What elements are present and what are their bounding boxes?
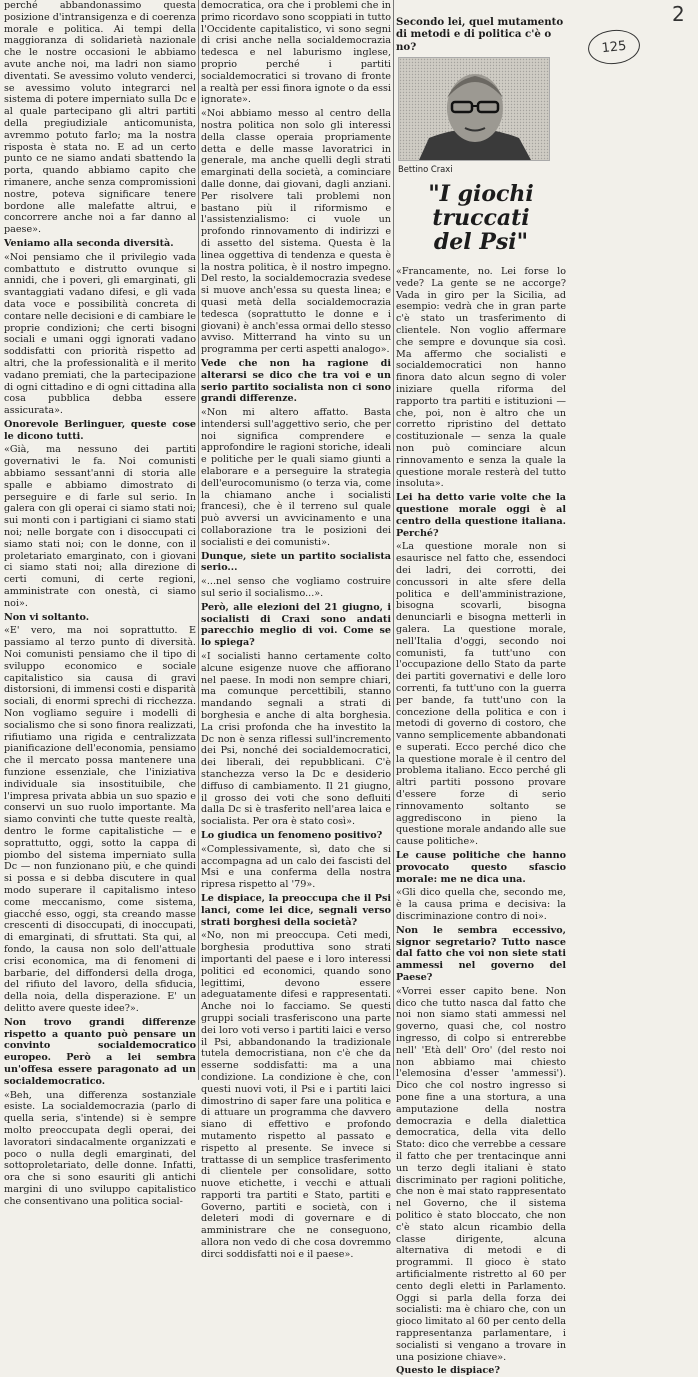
question-paragraph: Le cause politiche che hanno provocato questo sfascio morale: me ne dica una.: [396, 850, 566, 885]
question-paragraph: Onorevole Berlinguer, queste cose le dicono tutti.: [4, 418, 196, 442]
circled-page-number: [586, 27, 641, 66]
answer-paragraph: «Noi pensiamo che il privilegio vada combattuto e distrutto ovunque si annidi, che i poveri, gli emarginati, gli svantaggiati vadano difesi, e gli vada data voce e possibilità concreta di contare nelle decisioni e di cambiare le proprie condizioni; che certi bisogni sociali e umani oggi ignorati vadano soddisfatti con priorità rispetto ad altri, che la professionalità e il merito vadano premiati, che la partecipazione di ogni cittadino e di ogni cittadina alla cosa pubblica debba essere assicurata».: [4, 251, 196, 417]
answer-paragraph: «Francamente, no. Lei forse lo vede? La gente se ne accorge? Vada in giro per la Sicilia, ad esempio: vedrà che in gran parte c'è stato un trasferimento di clientele. Non voglio affermare che sempre e dovunque sia così. Ma affermo che socialisti e socialdemocratici non hanno finora dato alcun segno di voler iniziare quella riforma del rapporto tra partiti e istituzioni — che, poi, non è altro che un corretto ripristino del dettato costituzionale — senza la quale non può cominciare alcun rinnovamento e senza la quale la questione morale resterà del tutto insoluta».: [396, 266, 566, 490]
column-rule: [393, 0, 394, 1080]
question-paragraph: Secondo lei, quel mutamento di metodi e di politica c'è o no?: [396, 16, 564, 53]
question-paragraph: Non trovo grandi differenze rispetto a quanto può pensare un convinto socialdemocratico europeo. Però a lei sembra un'offesa essere paragonato ad un socialdemocratico.: [4, 1016, 196, 1087]
answer-paragraph: «E' vero, ma noi soprattutto. E passiamo al terzo punto di diversità. Noi comunisti pensiamo che il tipo di sviluppo economico e sociale capitalistico sia causa di gravi distorsioni, di immensi costi e disparità sociali, di enormi sprechi di ricchezza. Non vogliamo seguire i modelli di socialismo che si sono finora realizzati, rifiutiamo una rigida e centralizzata pianificazione dell'economia, pensiamo che il mercato possa mantenere una funzione essenziale, che l'iniziativa individuale sia insostituibile, che l'impresa privata abbia un suo spazio e conservi un suo ruolo importante. Ma siamo convinti che tutte queste realtà, dentro le forme capitalistiche — e soprattutto, oggi, sotto la cappa di piombo del sistema imperniato sulla Dc — non funzionano più, e che quindi si possa e si debba discutere in qual modo superare il capitalismo inteso come meccanismo, come sistema, giacché esso, oggi, sta creando masse crescenti di disoccupati, di inoccupati, di emarginati, di sfruttati. Sta qui, al fondo, la causa non solo dell'attuale crisi economica, ma di fenomeni di barbarie, del diffondersi della droga, del rifiuto del lavoro, della sfiducia, della noia, della disperazione. E' un delitto avere queste idee?».: [4, 625, 196, 1014]
question-paragraph: Lo giudica un fenomeno positivo?: [201, 829, 383, 841]
answer-paragraph: democratica, ora che i problemi che in primo ricordavo sono scoppiati in tutto l'Occidente capitalistico, vi sono segni di crisi anche nella socialdemocrazia tedesca e nel laburismo inglese, proprio perché i partiti socialdemocratici si trovano di fronte a realtà per essi finora ignote o da essi ignorate».: [201, 0, 391, 106]
portrait-illustration: [399, 58, 549, 160]
circled-page-number-text: 125: [600, 38, 628, 56]
answer-paragraph: «La questione morale non si esaurisce nel fatto che, essendoci dei ladri, dei corrotti, dei concussori in alte sfere della politica e dell'amministrazione, bisogna scovarli, bisogna denunciarli e bisogna metterli in galera. La questione morale, nell'Italia d'oggi, secondo noi comunisti, fa tutt'uno con l'occupazione dello Stato da parte dei partiti governativi e delle loro correnti, fa tutt'uno con la guerra per bande, fa tutt'uno con la concezione della politica e con i metodi di governo di costoro, che vanno semplicemente abbandonati e superati. Ecco perché dico che la questione morale è il centro del problema italiano. Ecco perché gli altri partiti possono provare d'essere forze di serio rinnovamento soltanto se aggrediscono in pieno la questione morale andando alle sue cause politiche».: [396, 541, 566, 848]
answer-paragraph: «Vorrei esser capito bene. Non dico che tutto nasca dal fatto che noi non siamo stati ammessi nel governo, quasi che, col nostro ingresso, di colpo si entrerebbe nell' 'Età dell' Oro' (del resto noi non abbiamo mai chiesto l'elemosina d'esser 'ammessi'). Dico che col nostro ingresso si pone fine a una stortura, a una amputazione della nostra democrazia e della dialettica democratica, della vita dello Stato: dico che verrebbe a cessare il fatto che per trentacinque anni un terzo degli italiani è stato discriminato per ragioni politiche, che non è mai stato rappresentato nel Governo, che il sistema politico è stato bloccato, che non c'è stato alcun ricambio della classe dirigente, alcuna alternativa di metodi e di programmi. Il gioco è stato artificialmente ristretto al 60 per cento degli eletti in Parlamento. Oggi si parla della forza dei socialisti: ma è chiaro che, con un gioco limitato al 60 per cento della rappresentanza parlamentare, i socialisti si vengano a trovare in una posizione chiave».: [396, 985, 566, 1363]
column-1: [4, 0, 196, 1207]
answer-paragraph: «No, non mi preoccupa. Ceti medi, borghesia produttiva sono strati importanti del paese e i loro interessi politici ed economici, quando sono legittimi, devono essere adeguatamente difesi e rappresentati. Anche noi lo facciamo. Se questi gruppi sociali trasferiscono una parte dei loro voti verso i partiti laici e verso il Psi, abbandonando la tradizionale tutela democristiana, non c'è che da esserne soddisfatti: ma a una condizione. La condizione è che, con questi nuovi voti, il Psi e i partiti laici dimostrino di saper fare una politica e di attuare un programma che davvero siano di effettivo e profondo mutamento rispetto al passato e rispetto al presente. Se invece si trattasse di un semplice trasferimento di clientele per consolidare, sotto nuove etichette, i vecchi e attuali rapporti tra partiti e Stato, partiti e Governo, partiti e società, con i deleteri modi di governare e di amministrare che ne conseguono, allora non vedo di che cosa dovremmo dirci soddisfatti noi e il paese».: [201, 930, 391, 1260]
question-paragraph: Non vi soltanto.: [4, 611, 90, 623]
question-paragraph: Non le sembra eccessivo, signor segretario? Tutto nasce dal fatto che voi non siete stati ammessi nel governo del Paese?: [396, 924, 566, 984]
question-paragraph: Veniamo alla seconda diversità.: [4, 237, 174, 249]
sheet-number: 2: [672, 2, 685, 26]
answer-paragraph: «Già, ma nessuno dei partiti governativi le fa. Noi comunisti abbiamo sessant'anni di storia alle spalle e abbiamo dimostrato di perseguire e di farle sul serio. In galera con gli operai ci siamo stati noi; sui monti con i partigiani ci siamo stati noi; nelle borgate con i disoccupati ci siamo stati noi; con le donne, con il proletariato emarginato, con i giovani ci siamo stati noi; alla direzione di certi comuni, di certe regioni, amministrate con onestà, ci siamo noi».: [4, 444, 196, 609]
answer-paragraph: «...nel senso che vogliamo costruire sul serio il socialismo...».: [201, 576, 391, 600]
answer-paragraph: perché abbandonassimo questa posizione d'intransigenza e di coerenza morale e politica. Ai tempi della maggioranza di solidarietà nazionale che le nostre occasioni le abbiamo avute anche noi, ma ladri non siamo diventati. Se avessimo voluto venderci, se avessimo voluto integrarci nel sistema di potere imperniato sulla Dc e al quale partecipano gli altri partiti della pregiudiziale anticomunista, avremmo potuto farlo; ma la nostra risposta è stata no. E ad un certo punto ce ne siamo andati sbattendo la porta, quando abbiamo capito che rimanere, anche senza compromissioni nostre, poteva significare tenere bordone alle malefatte altrui, e concorrere anche noi a far danno al paese».: [4, 0, 196, 236]
question-paragraph: Però, alle elezioni del 21 giugno, i socialisti di Craxi sono andati parecchio meglio di voi. Come se lo spiega?: [201, 601, 391, 649]
question-paragraph: Lei ha detto varie volte che la questione morale oggi è al centro della questione italiana. Perché?: [396, 492, 566, 539]
question-paragraph: Questo le dispiace?: [396, 1365, 500, 1377]
headline: [396, 182, 566, 254]
photo-caption: Bettino Craxi: [398, 164, 453, 175]
answer-paragraph: «Noi abbiamo messo al centro della nostra politica non solo gli interessi della classe operaia propriamente detta e delle masse lavoratrici in generale, ma anche quelli degli strati emarginati della società, a cominciare dalle donne, dai giovani, dagli anziani. Per risolvere tali problemi non bastano più il riformismo e l'assistenzialismo: ci vuole un profondo rinnovamento di indirizzi e di assetto del sistema. Questa è la linea oggettiva di tendenza e questa è la nostra politica, è il nostro impegno. Del resto, la socialdemocrazia svedese si muove anch'essa su questa linea; e quasi metà della socialdemocrazia tedesca (soprattutto le donne e i giovani) è anch'essa ormai dello stesso avviso. Mitterrand ha vinto su un programma per certi aspetti analogo».: [201, 108, 391, 356]
answer-paragraph: «I socialisti hanno certamente colto alcune esigenze nuove che affiorano nel paese. In modi non sempre chiari, ma comunque percettibili, stanno mandando segnali a strati di borghesia e anche di alta borghesia. La crisi profonda che ha investito la Dc non è senza riflessi sull'incremento dei Psi, nonché dei socialdemocratici, dei liberali, dei repubblicani. C'è stanchezza verso la Dc e desiderio diffuso di cambiamento. Il 21 giugno, il grosso dei voti che sono defluiti dalla Dc si è trasferito nell'area laica e socialista. Per ora è stato così».: [201, 651, 391, 828]
column-3: [396, 16, 566, 1377]
answer-paragraph: «Complessivamente, sì, dato che si accompagna ad un calo dei fascisti del Msi e una conferma della nostra ripresa rispetto al '79».: [201, 843, 391, 891]
answer-paragraph: «Gli dico quella che, secondo me, è la causa prima e decisiva: la discriminazione contro di noi».: [396, 887, 566, 923]
answer-paragraph: «Beh, una differenza sostanziale esiste. La socialdemocrazia (parlo di quella seria, s'intende) si è sempre molto preoccupata degli operai, dei lavoratori sindacalmente organizzati e poco o nulla degli emarginati, del sottoproletariato, delle donne. Infatti, ora che si sono esauriti gli antichi margini di uno sviluppo capitalistico che consentivano una politica social-: [4, 1089, 196, 1207]
question-paragraph: Dunque, siete un partito socialista serio...: [201, 550, 391, 574]
headline-line: del Psi": [433, 229, 529, 256]
column-2: [201, 0, 391, 1260]
headline-line: truccati: [432, 205, 530, 232]
question-paragraph: Le dispiace, la preoccupa che il Psi lanci, come lei dice, segnali verso strati borghesi della società?: [201, 892, 391, 928]
portrait-photo: [398, 57, 550, 161]
headline-line: "I giochi: [428, 181, 534, 208]
question-paragraph: Vede che non ha ragione di alterarsi se dico che tra voi e un serio partito socialista non ci sono grandi differenze.: [201, 357, 391, 405]
column-rule: [198, 0, 199, 1080]
answer-paragraph: «Non mi altero affatto. Basta intendersi sull'aggettivo serio, che per noi significa comprendere e approfondire le ragioni storiche, ideali e politiche per le quali siamo giunti a elaborare e a perseguire la strategia dell'eurocomunismo (o terza via, come la chiamano anche i socialisti francesi), che è il terreno sul quale può avversi un avvicinamento e una collaborazione tra le posizioni dei socialisti e dei comunisti».: [201, 407, 391, 548]
